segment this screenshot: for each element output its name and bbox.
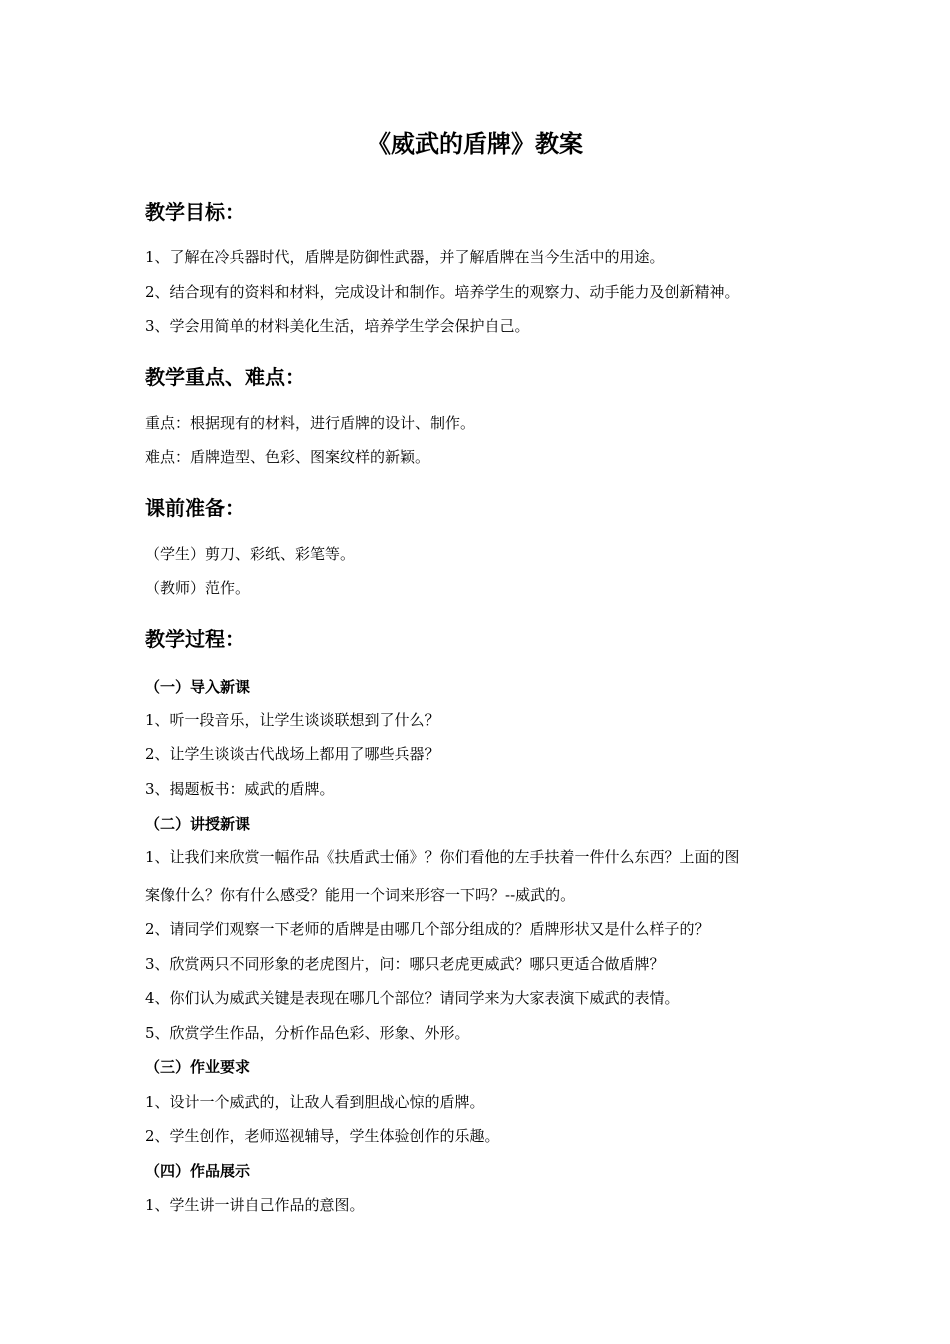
section-title-new-lesson: （二）讲授新课 <box>145 815 251 833</box>
goal-item: 1、了解在冷兵器时代，盾牌是防御性武器，并了解盾牌在当今生活中的用途。 <box>145 248 665 266</box>
process-item: 3、揭题板书：威武的盾牌。 <box>145 780 335 798</box>
process-item: 1、学生讲一讲自己作品的意图。 <box>145 1196 365 1214</box>
process-item: 1、设计一个威武的，让敌人看到胆战心惊的盾牌。 <box>145 1093 485 1111</box>
process-item: 2、让学生谈谈古代战场上都用了哪些兵器？ <box>145 745 440 763</box>
process-item: 1、让我们来欣赏一幅作品《扶盾武士俑》？你们看他的左手扶着一件什么东西？上面的图 <box>145 848 740 866</box>
goal-item: 3、学会用简单的材料美化生活，培养学生学会保护自己。 <box>145 317 530 335</box>
process-item: 1、听一段音乐，让学生谈谈联想到了什么？ <box>145 711 440 729</box>
process-item: 2、请同学们观察一下老师的盾牌是由哪几个部分组成的？盾牌形状又是什么样子的？ <box>145 920 710 938</box>
heading-teaching-process: 教学过程： <box>145 627 245 651</box>
heading-teaching-goals: 教学目标： <box>145 200 245 224</box>
process-item: 3、欣赏两只不同形象的老虎图片，问：哪只老虎更威武？哪只更适合做盾牌？ <box>145 955 665 973</box>
heading-preparation: 课前准备： <box>145 496 245 520</box>
process-item: 4、你们认为威武关键是表现在哪几个部位？请同学来为大家表演下威武的表情。 <box>145 989 680 1007</box>
section-title-homework: （三）作业要求 <box>145 1058 251 1076</box>
section-title-intro: （一）导入新课 <box>145 678 251 696</box>
key-point-item: 重点：根据现有的材料，进行盾牌的设计、制作。 <box>145 414 476 432</box>
preparation-item: （教师）范作。 <box>145 579 251 597</box>
process-item: 案像什么？你有什么感受？能用一个词来形容一下吗？--威武的。 <box>145 886 576 904</box>
goal-item: 2、结合现有的资料和材料，完成设计和制作。培养学生的观察力、动手能力及创新精神。 <box>145 283 740 301</box>
heading-key-points: 教学重点、难点： <box>145 365 305 389</box>
section-title-showcase: （四）作品展示 <box>145 1162 251 1180</box>
process-item: 5、欣赏学生作品，分析作品色彩、形象、外形。 <box>145 1024 470 1042</box>
key-point-item: 难点：盾牌造型、色彩、图案纹样的新颖。 <box>145 448 431 466</box>
document-title: 《威武的盾牌》教案 <box>367 130 583 158</box>
process-item: 2、学生创作，老师巡视辅导，学生体验创作的乐趣。 <box>145 1127 500 1145</box>
preparation-item: （学生）剪刀、彩纸、彩笔等。 <box>145 545 356 563</box>
